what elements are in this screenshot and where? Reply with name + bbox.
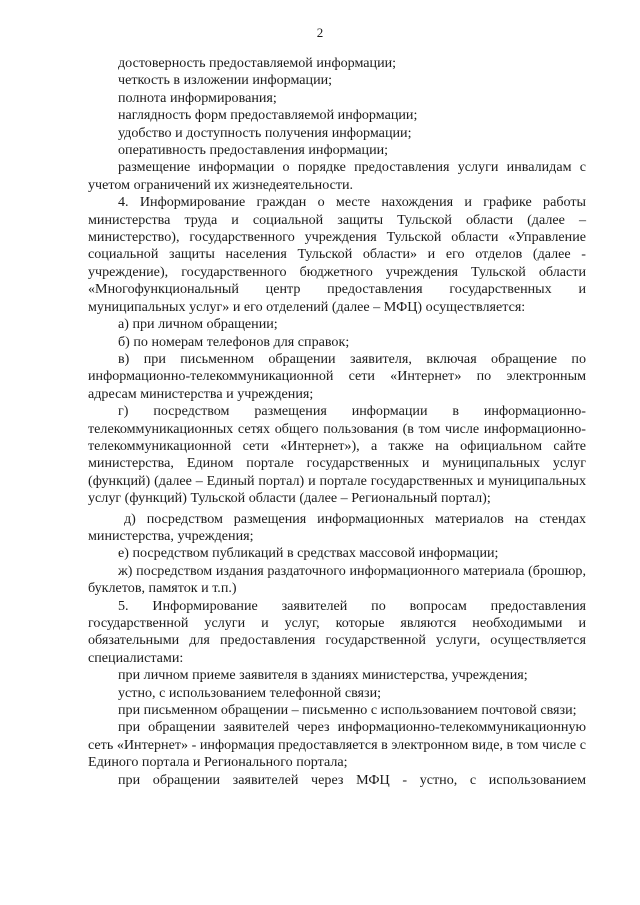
- page-number: 2: [316, 25, 324, 40]
- list-item: устно, с использованием телефонной связи;: [118, 684, 382, 701]
- list-item: при личном приеме заявителя в зданиях министерства, учреждения;: [118, 667, 528, 684]
- list-item: полнота информирования;: [118, 89, 277, 106]
- document-body: [88, 55, 586, 789]
- list-item: достоверность предоставляемой информации;: [118, 55, 397, 71]
- list-item: г) посредством размещения информации в информационно-телекоммуникационных сетях общего пользования (в том числе информационно-телекоммуникационной сети «Интернет»), а также на официальном сайте министерства, Едином портале государственных и муниципальных услуг (функций) (далее – Единый портал) и портале государственных и муниципальных услуг (функций) Тульской области (далее – Региональный портал);: [88, 403, 586, 507]
- list-item: наглядность форм предоставляемой информации;: [118, 107, 418, 124]
- list-item: размещение информации о порядке предоставления услуги инвалидам с учетом ограничений их жизнедеятельности.: [88, 159, 586, 193]
- list-item: а) при личном обращении;: [118, 316, 278, 333]
- list-item: при письменном обращении – письменно с использованием почтовой связи;: [118, 702, 577, 719]
- list-item: при обращении заявителей через информационно-телекоммуникационную сеть «Интернет» - информация предоставляется в электронном виде, в том числе с Единого портала и Регионального портала;: [88, 719, 586, 771]
- list-item: удобство и доступность получения информации;: [118, 124, 412, 141]
- list-item: при обращении заявителей через МФЦ - устно, с использованием: [118, 771, 586, 788]
- list-item: в) при письменном обращении заявителя, включая обращение по информационно-телекоммуникационной сети «Интернет» по электронным адресам министерства и учреждения;: [88, 350, 586, 402]
- list-item: б) по номерам телефонов для справок;: [118, 333, 350, 350]
- paragraph-4: 4. Информирование граждан о месте нахождения и графике работы министерства труда и социальной защиты Тульской области (далее – министерство), государственного учреждения Тульской области «Управление социальной защиты населения Тульской области» и его отделов (далее - учреждение), государственного бюджетного учреждения Тульской области «Многофункциональный центр предоставления государственных и муниципальных услуг» и его отделений (далее – МФЦ) осуществляется:: [88, 194, 586, 315]
- list-item: е) посредством публикаций в средствах массовой информации;: [118, 545, 499, 562]
- list-item: четкость в изложении информации;: [118, 72, 333, 89]
- list-item: оперативность предоставления информации;: [118, 142, 389, 159]
- list-item: д) посредством размещения информационных материалов на стендах министерства, учреждения;: [88, 510, 586, 544]
- paragraph-5: 5. Информирование заявителей по вопросам предоставления государственной услуги и услуг, которые являются необходимыми и обязательными для предоставления государственной услуги, осуществляется специалистами:: [88, 597, 586, 666]
- list-item: ж) посредством издания раздаточного информационного материала (брошюр, буклетов, памяток и т.п.): [88, 562, 586, 597]
